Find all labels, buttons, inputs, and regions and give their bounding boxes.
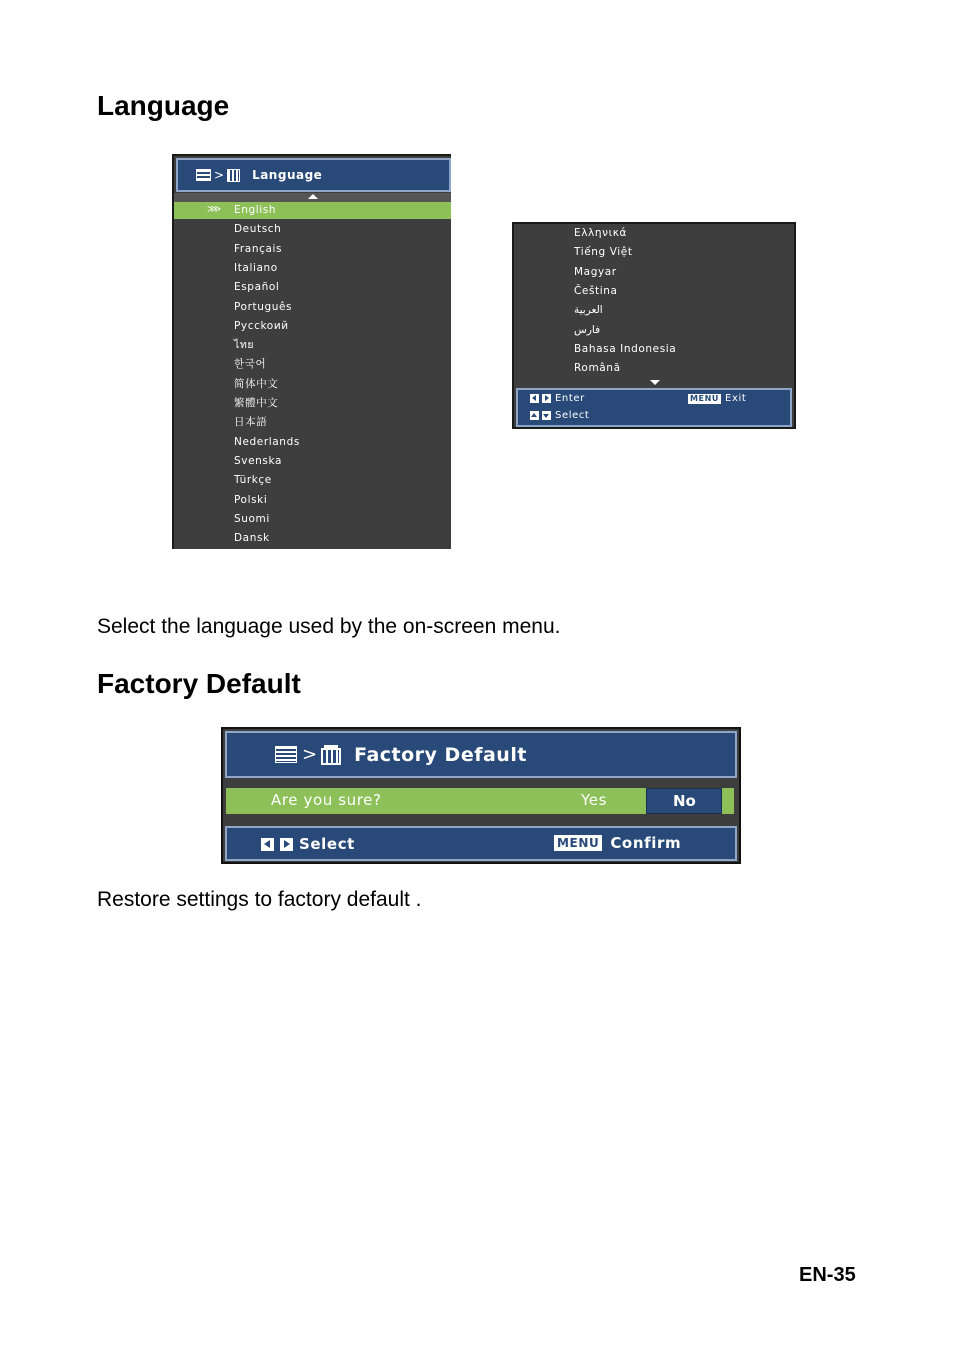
language-option[interactable]: Pycckoий — [234, 319, 289, 332]
left-arrow-icon — [261, 838, 274, 851]
factory-default-header — [225, 731, 737, 778]
language-option[interactable]: 简体中文 — [234, 377, 279, 390]
language-menu-header — [176, 158, 451, 192]
language-heading: Language — [97, 90, 230, 121]
menu-icon — [275, 746, 297, 763]
language-option[interactable]: Polski — [234, 493, 268, 506]
exit-label: Exit — [725, 393, 747, 404]
menu-key-icon[interactable]: MENU — [690, 393, 720, 403]
language-description: Select the language used by the on-screen menu. — [97, 615, 561, 638]
factory-default-panel — [221, 727, 741, 864]
language-option[interactable]: Čeština — [574, 284, 618, 297]
select-label: Select — [299, 835, 355, 853]
scroll-down-icon[interactable] — [650, 380, 660, 385]
right-arrow-icon — [542, 394, 551, 403]
factory-default-footer — [225, 826, 737, 861]
language-option[interactable]: Svenska — [234, 454, 282, 467]
language-option-label: English — [234, 204, 277, 216]
language-menu-footer — [516, 388, 792, 427]
language-option[interactable]: Türkçe — [234, 474, 272, 487]
factory-default-description: Restore settings to factory default . — [97, 888, 422, 911]
language-option[interactable]: Română — [574, 362, 621, 375]
language-option[interactable]: Português — [234, 300, 293, 313]
language-option[interactable]: 繁體中文 — [234, 397, 279, 409]
select-label: Select — [555, 410, 590, 421]
language-option[interactable]: Nederlands — [234, 435, 300, 448]
yes-button[interactable]: Yes — [581, 791, 608, 809]
enter-label: Enter — [555, 393, 585, 404]
confirm-prompt-bar — [226, 788, 734, 814]
scroll-up-icon[interactable] — [308, 194, 318, 199]
language-menu-title: Language — [252, 168, 323, 182]
right-arrow-icon — [280, 838, 293, 851]
language-icon — [227, 169, 240, 182]
down-arrow-icon — [542, 411, 551, 420]
selected-indicator-icon: ⋙ — [207, 204, 222, 215]
language-menu-panel-page2 — [512, 222, 796, 429]
factory-default-title: Factory Default — [354, 743, 527, 766]
factory-reset-icon — [321, 745, 341, 765]
confirm-label: Confirm — [610, 834, 682, 852]
language-option[interactable]: ไทย — [234, 339, 255, 352]
language-option[interactable]: العربية — [574, 304, 603, 317]
language-option[interactable]: فارس — [574, 323, 601, 336]
menu-icon — [196, 169, 211, 181]
breadcrumb-separator: > — [214, 168, 225, 182]
page-number: EN-35 — [799, 1264, 856, 1286]
language-option[interactable] — [174, 202, 451, 219]
language-option[interactable]: Dansk — [234, 532, 270, 545]
language-option[interactable]: Suomi — [234, 512, 270, 525]
language-option[interactable]: 한국어 — [234, 358, 267, 371]
prompt-label: Are you sure? — [271, 791, 382, 809]
menu-key-icon[interactable]: MENU — [554, 835, 602, 851]
language-option[interactable]: Tiếng Việt — [574, 246, 633, 259]
breadcrumb-separator: > — [302, 744, 318, 765]
language-option[interactable]: 日本語 — [234, 416, 268, 429]
language-option[interactable]: Français — [234, 242, 283, 255]
language-option[interactable]: Italiano — [234, 261, 278, 274]
language-option[interactable]: Español — [234, 281, 280, 294]
language-option[interactable]: Magyar — [574, 265, 617, 278]
no-button[interactable]: No — [646, 788, 722, 814]
language-option[interactable]: Bahasa Indonesia — [574, 342, 677, 355]
left-arrow-icon — [530, 394, 539, 403]
up-arrow-icon — [530, 411, 539, 420]
language-option[interactable]: Ελληνικά — [574, 227, 628, 239]
language-menu-panel — [172, 154, 451, 549]
factory-default-heading: Factory Default — [97, 668, 301, 699]
language-option[interactable]: Deutsch — [234, 223, 282, 236]
